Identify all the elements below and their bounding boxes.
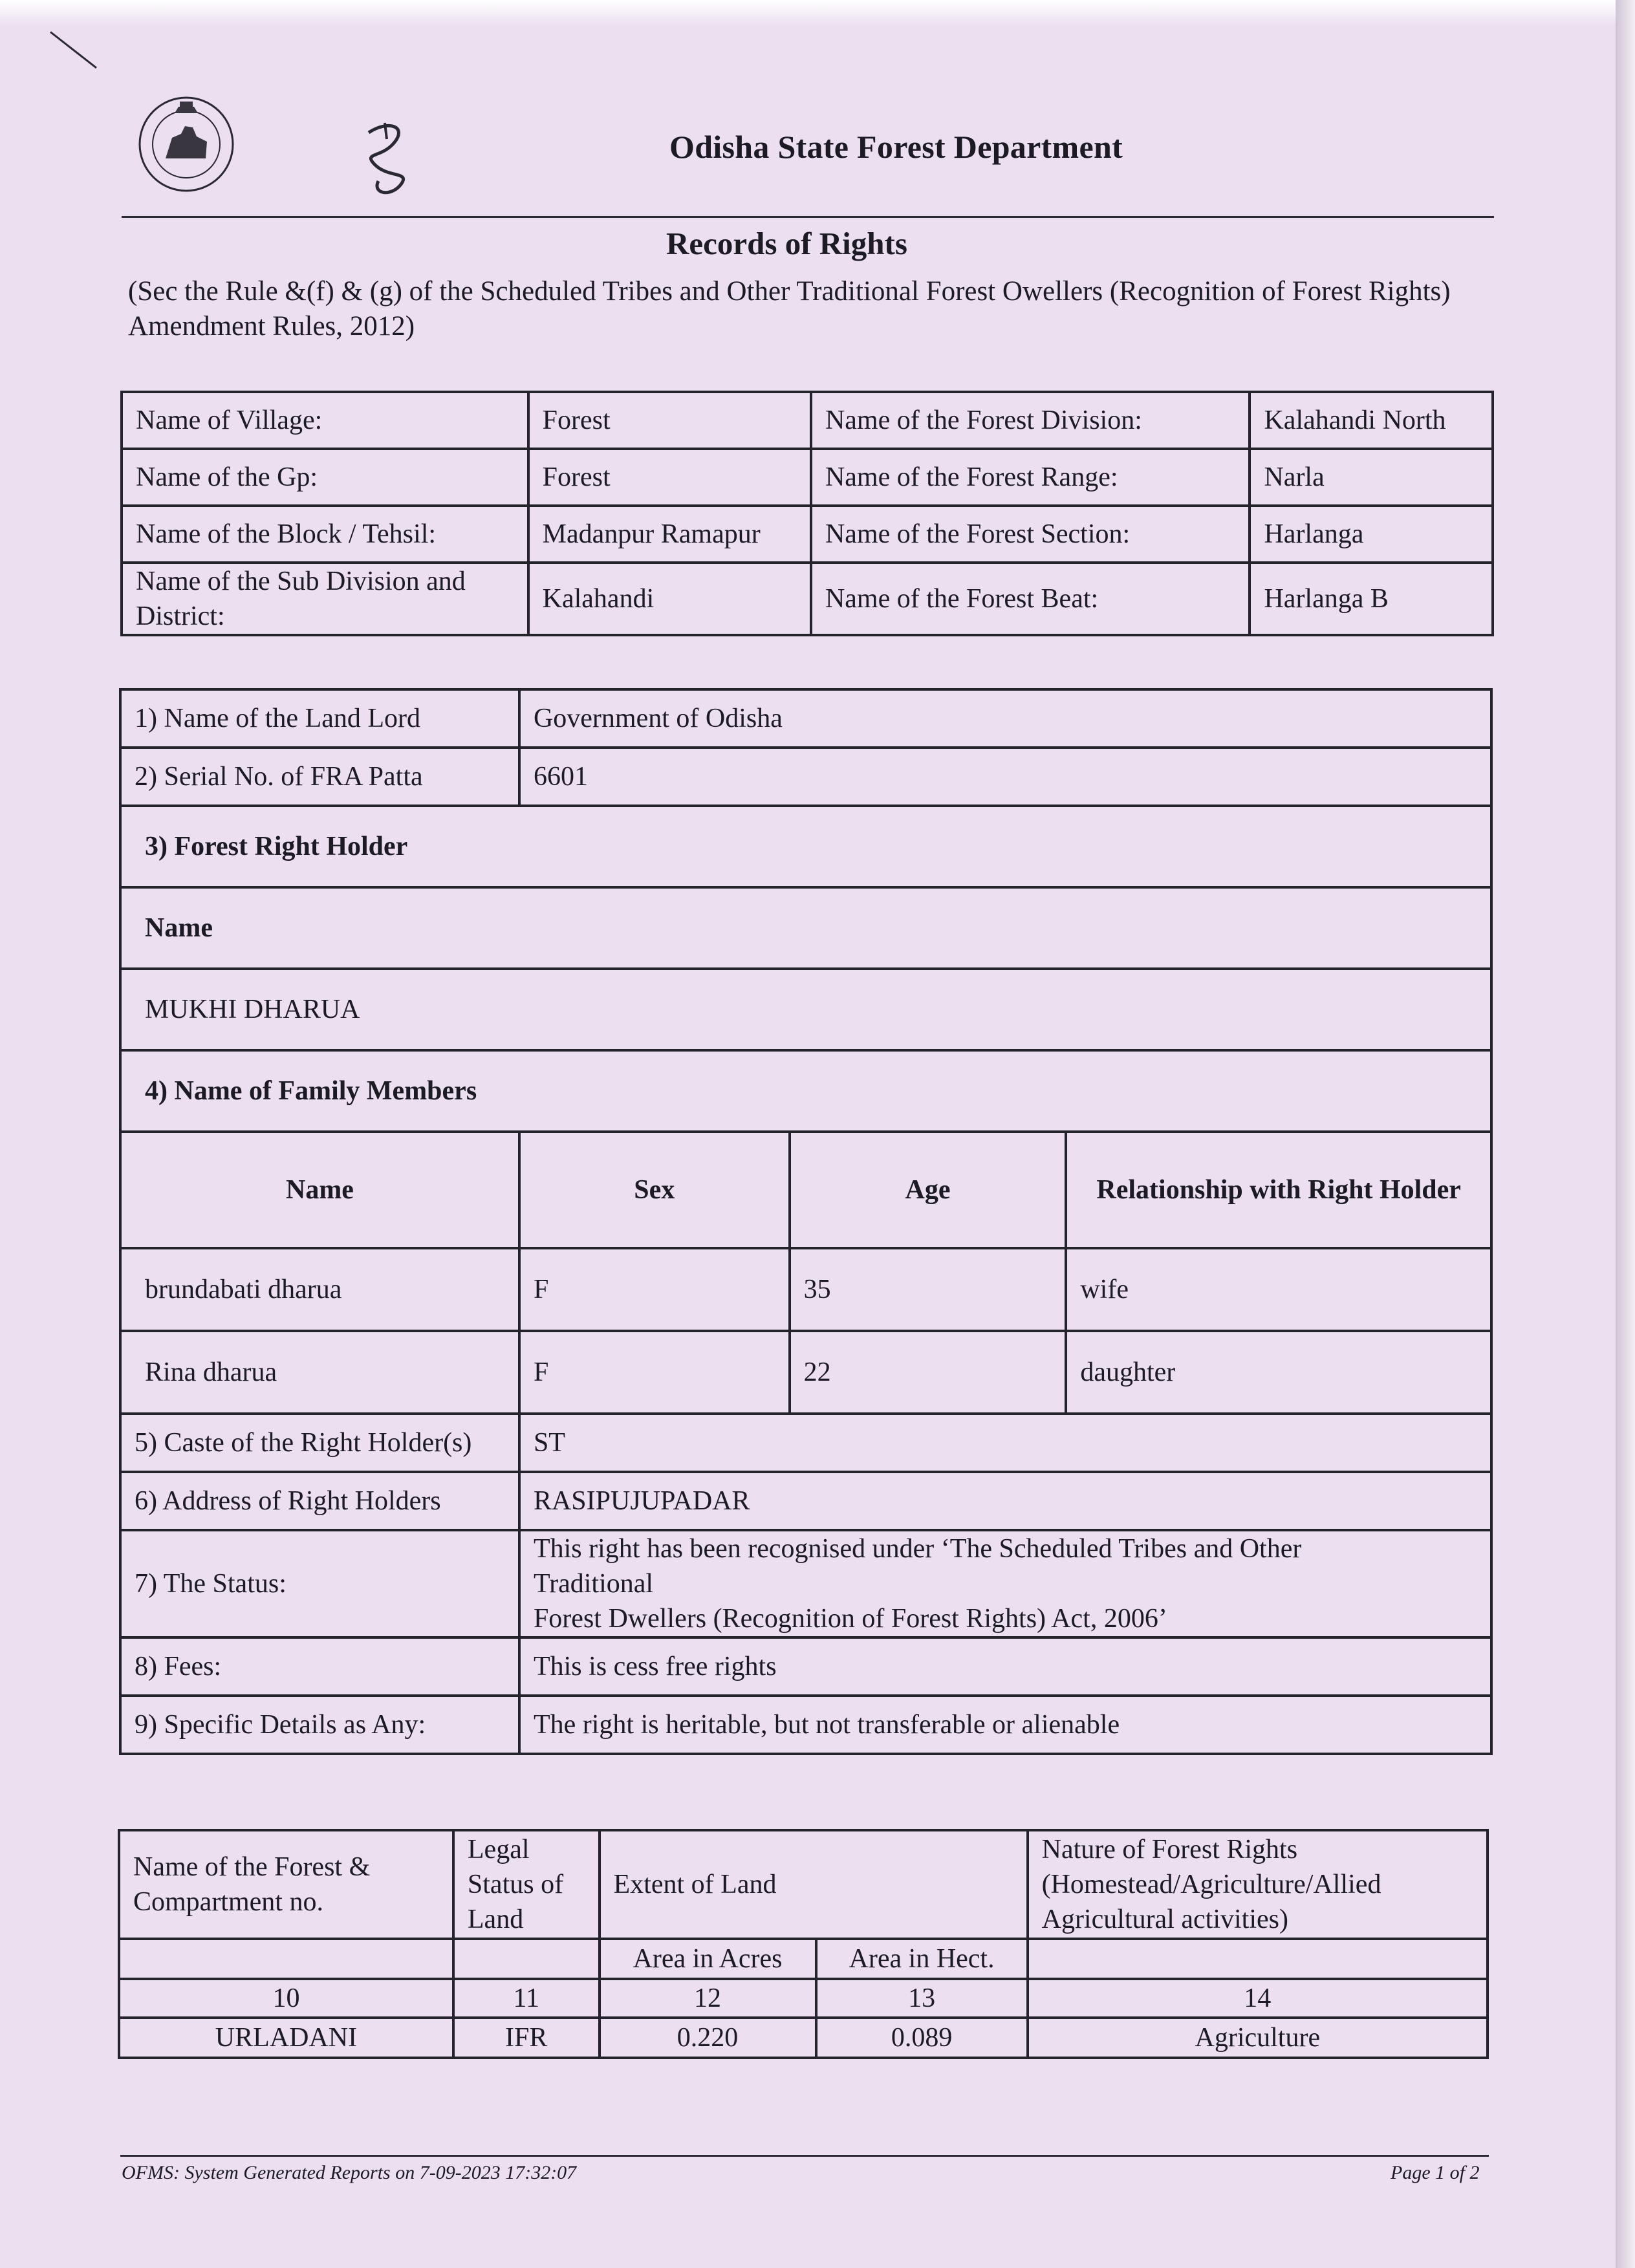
nature-of-rights: Agriculture xyxy=(1028,2018,1488,2058)
odisha-emblem-icon xyxy=(135,87,238,197)
record-row xyxy=(120,1472,1491,1530)
table-row xyxy=(120,1331,1491,1414)
column-number: 10 xyxy=(119,1979,453,2018)
family-header-row xyxy=(120,1132,1491,1248)
empty-cell xyxy=(1028,1939,1488,1979)
record-row xyxy=(120,748,1491,806)
subdivision-value: Kalahandi xyxy=(528,563,811,635)
family-sex: F xyxy=(519,1248,790,1331)
gp-value: Forest xyxy=(528,449,811,506)
record-row xyxy=(120,806,1491,887)
fees-label: 8) Fees: xyxy=(120,1637,519,1696)
col-nature-of-rights: Nature of Forest Rights (Homestead/Agriculture/Allied Agricultural activities) xyxy=(1028,1830,1488,1939)
record-row xyxy=(120,1696,1491,1754)
land-lord-label: 1) Name of the Land Lord xyxy=(120,689,519,748)
family-name: brundabati dharua xyxy=(120,1248,519,1331)
forest-beat-label: Name of the Forest Beat: xyxy=(811,563,1250,635)
forest-section-label: Name of the Forest Section: xyxy=(811,506,1250,563)
block-value: Madanpur Ramapur xyxy=(528,506,811,563)
fees-value: This is cess free rights xyxy=(519,1637,1491,1696)
column-number: 11 xyxy=(453,1979,600,2018)
family-name: Rina dharua xyxy=(120,1331,519,1414)
family-col-name: Name xyxy=(120,1132,519,1248)
address-value: RASIPUJUPADAR xyxy=(519,1472,1491,1530)
col-area-hect: Area in Hect. xyxy=(816,1939,1028,1979)
record-row xyxy=(120,1050,1491,1132)
family-age: 35 xyxy=(790,1248,1067,1331)
village-label: Name of Village: xyxy=(122,392,528,449)
block-label: Name of the Block / Tehsil: xyxy=(122,506,528,563)
location-table xyxy=(120,391,1494,636)
land-table xyxy=(118,1829,1489,2059)
record-row xyxy=(120,1637,1491,1696)
forest-division-label: Name of the Forest Division: xyxy=(811,392,1250,449)
status-line: Forest Dwellers (Recognition of Forest Rights) Act, 2006’ xyxy=(533,1604,1167,1634)
village-value: Forest xyxy=(528,392,811,449)
location-row xyxy=(122,392,1493,449)
column-number-row xyxy=(119,1979,1488,2018)
legal-status: IFR xyxy=(453,2018,600,2058)
family-age: 22 xyxy=(790,1331,1067,1414)
department-title: Odisha State Forest Department xyxy=(669,129,1123,165)
gp-label: Name of the Gp: xyxy=(122,449,528,506)
page-edge xyxy=(0,0,1635,26)
status-value xyxy=(519,1530,1491,1637)
holder-name: MUKHI DHARUA xyxy=(120,969,1491,1050)
serial-label: 2) Serial No. of FRA Patta xyxy=(120,748,519,806)
caste-label: 5) Caste of the Right Holder(s) xyxy=(120,1414,519,1472)
column-number: 14 xyxy=(1028,1979,1488,2018)
page-shadow xyxy=(1616,0,1635,2268)
forest-range-label: Name of the Forest Range: xyxy=(811,449,1250,506)
scan-mark xyxy=(50,31,97,69)
column-number: 13 xyxy=(816,1979,1028,2018)
record-row xyxy=(120,1414,1491,1472)
table-row xyxy=(119,2018,1488,2058)
col-area-acres: Area in Acres xyxy=(600,1939,816,1979)
forest-beat-value: Harlanga B xyxy=(1250,563,1493,635)
generated-timestamp: OFMS: System Generated Reports on 7-09-2023 17:32:07 xyxy=(122,2162,577,2183)
record-row xyxy=(120,887,1491,969)
family-heading: 4) Name of Family Members xyxy=(120,1050,1491,1132)
details-label: 9) Specific Details as Any: xyxy=(120,1696,519,1754)
holder-heading: 3) Forest Right Holder xyxy=(120,806,1491,887)
family-relationship: daughter xyxy=(1066,1331,1491,1414)
table-row xyxy=(120,1248,1491,1331)
col-extent-of-land: Extent of Land xyxy=(600,1830,1028,1939)
location-row xyxy=(122,506,1493,563)
subdivision-label: Name of the Sub Division and District: xyxy=(122,563,528,635)
handwritten-initials xyxy=(349,113,427,204)
empty-cell xyxy=(453,1939,600,1979)
area-hect: 0.089 xyxy=(816,2018,1028,2058)
status-label: 7) The Status: xyxy=(120,1530,519,1637)
record-table xyxy=(119,688,1493,1755)
land-lord-value: Government of Odisha xyxy=(519,689,1491,748)
footer-divider xyxy=(120,2155,1489,2157)
column-number: 12 xyxy=(600,1979,816,2018)
details-value: The right is heritable, but not transferable or alienable xyxy=(519,1696,1491,1754)
col-legal-status: Legal Status of Land xyxy=(453,1830,600,1939)
family-col-relationship: Relationship with Right Holder xyxy=(1066,1132,1491,1248)
record-row xyxy=(120,969,1491,1050)
family-relationship: wife xyxy=(1066,1248,1491,1331)
area-acres: 0.220 xyxy=(600,2018,816,2058)
family-col-sex: Sex xyxy=(519,1132,790,1248)
family-col-age: Age xyxy=(790,1132,1067,1248)
status-line: This right has been recognised under ‘The Scheduled Tribes and Other Traditional xyxy=(533,1534,1302,1599)
empty-cell xyxy=(119,1939,453,1979)
col-forest-compartment: Name of the Forest & Compartment no. xyxy=(119,1830,453,1939)
document-subtitle: (Sec the Rule &(f) & (g) of the Scheduled Tribes and Other Traditional Forest Owellers (Recognition of Forest Rights) Amendment Rules, 2012) xyxy=(128,276,1451,341)
record-row xyxy=(120,1530,1491,1637)
address-label: 6) Address of Right Holders xyxy=(120,1472,519,1530)
caste-value: ST xyxy=(519,1414,1491,1472)
forest-range-value: Narla xyxy=(1250,449,1493,506)
record-row xyxy=(120,689,1491,748)
forest-section-value: Harlanga xyxy=(1250,506,1493,563)
forest-division-value: Kalahandi North xyxy=(1250,392,1493,449)
name-heading: Name xyxy=(120,887,1491,969)
land-subheader-row xyxy=(119,1939,1488,1979)
page-number: Page 1 of 2 xyxy=(1391,2162,1480,2183)
header-divider xyxy=(122,216,1494,218)
land-header-row xyxy=(119,1830,1488,1939)
location-row xyxy=(122,449,1493,506)
family-sex: F xyxy=(519,1331,790,1414)
location-row xyxy=(122,563,1493,635)
forest-name: URLADANI xyxy=(119,2018,453,2058)
document-title: Records of Rights xyxy=(666,226,907,261)
serial-value: 6601 xyxy=(519,748,1491,806)
